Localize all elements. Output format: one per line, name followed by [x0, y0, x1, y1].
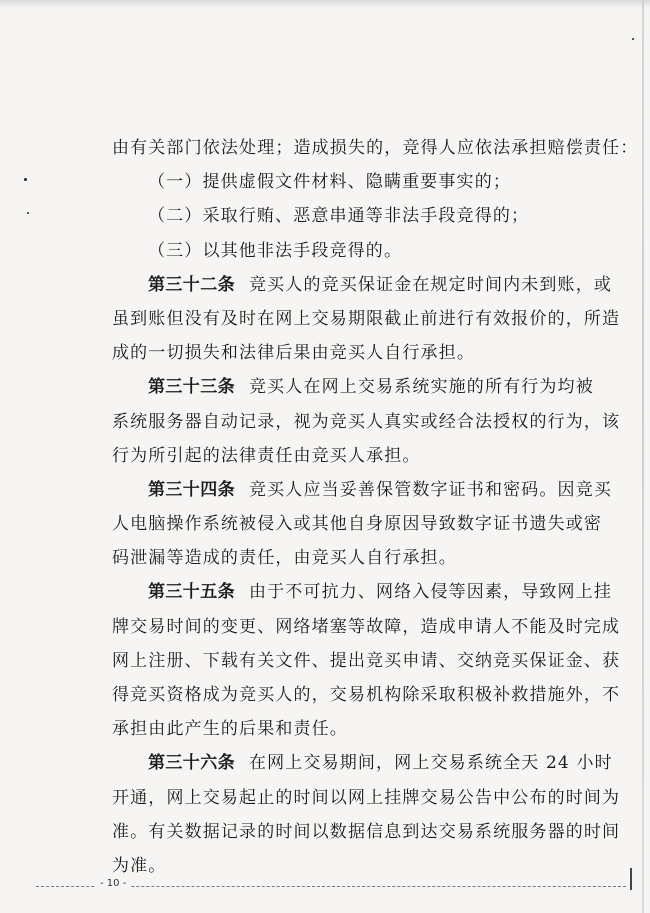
page-number: - 10 - — [96, 878, 130, 889]
article-36-first-line: 第三十六条 在网上交易期间，网上交易系统全天 24 小时 — [148, 753, 613, 774]
scan-speck — [27, 212, 29, 214]
list-item: （三）以其他非法手段竞得的。 — [148, 240, 403, 261]
body-line: 网上注册、下载有关文件、提出竞买申请、交纳竞买保证金、获 — [112, 650, 621, 671]
article-heading: 第三十五条 — [148, 582, 235, 603]
article-33-first-line: 第三十三条 竞买人在网上交易系统实施的所有行为均被 — [148, 377, 594, 398]
body-line: 准。有关数据记录的时间以数据信息到达交易系统服务器的时间 — [112, 821, 621, 842]
scan-right-edge — [642, 0, 644, 913]
body-line: 开通，网上交易起止的时间以网上挂牌交易公告中公布的时间为 — [112, 787, 621, 808]
body-line: 牌交易时间的变更、网络堵塞等故障，造成申请人不能及时完成 — [112, 616, 621, 637]
body-line: 码泄漏等造成的责任，由竞买人自行承担。 — [112, 548, 457, 569]
article-32-first-line: 第三十二条 竞买人的竞买保证金在规定时间内未到账，或 — [148, 274, 612, 295]
article-heading: 第三十二条 — [148, 274, 235, 295]
article-heading: 第三十六条 — [148, 753, 235, 774]
body-line: 行为所引起的法律责任由竞买人承担。 — [112, 445, 421, 466]
article-34-first-line: 第三十四条 竞买人应当妥善保管数字证书和密码。因竞买 — [148, 479, 612, 500]
document-body — [112, 131, 639, 883]
page-footer — [0, 876, 650, 913]
scan-corner-mark — [630, 868, 632, 890]
article-heading: 第三十三条 — [148, 377, 235, 398]
body-line: 承担由此产生的后果和责任。 — [112, 719, 348, 740]
body-line: 得竞买资格成为竞买人的，交易机构除采取积极补救措施外，不 — [112, 685, 621, 705]
article-heading: 第三十四条 — [148, 479, 235, 500]
body-line: 人电脑操作系统被侵入或其他自身原因导致数字证书遗失或密 — [112, 514, 603, 535]
body-line: 由有关部门依法处理；造成损失的，竞得人应依法承担赔偿责任： — [112, 138, 639, 158]
list-item: （一）提供虚假文件材料、隐瞒重要事实的； — [148, 172, 511, 193]
list-item: （二）采取行贿、恶意串通等非法手段竞得的； — [148, 206, 530, 227]
scan-speck — [632, 38, 634, 40]
body-line: 系统服务器自动记录，视为竞买人真实或经合法授权的行为，该 — [112, 411, 621, 432]
scan-speck — [24, 178, 27, 181]
article-35-first-line: 第三十五条 由于不可抗力、网络入侵等因素，导致网上挂 — [148, 582, 612, 603]
body-line: 为准。 — [112, 855, 167, 876]
body-line: 虽到账但没有及时在网上交易期限截止前进行有效报价的，所造 — [112, 308, 621, 329]
body-line: 成的一切损失和法律后果由竞买人自行承担。 — [112, 343, 475, 364]
scan-top-shadow — [0, 0, 650, 8]
